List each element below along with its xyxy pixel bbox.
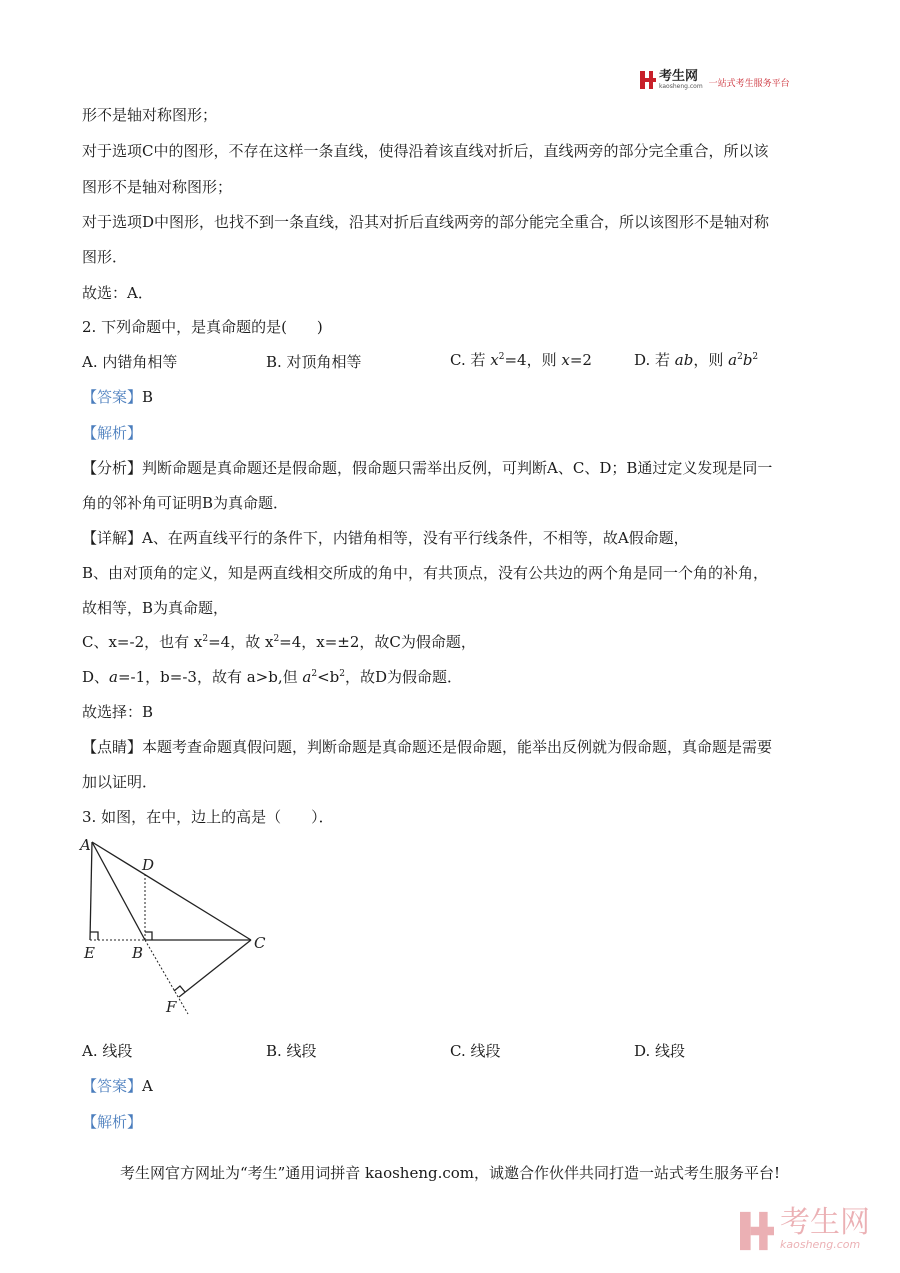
q2-answer: 【答案】B	[82, 388, 154, 406]
brand-name: 考生网	[659, 69, 699, 84]
q2-dianjing: 【点睛】本题考查命题真假问题，判断命题是真命题还是假命题，能举出反例就为假命题，真命题是需要	[82, 738, 773, 756]
text-line: 角的邻补角可证明B为真命题．	[82, 494, 289, 512]
page-footer: 考生网官方网址为“考生”通用词拼音 kaosheng.com，诚邀合作伙伴共同打造一站式考生服务平台!	[119, 1164, 781, 1182]
q3-answer: 【答案】A	[82, 1077, 153, 1095]
header-logo	[640, 70, 790, 90]
q2-choose: 故选择：B	[82, 703, 154, 721]
text-line: B、由对顶角的定义，知是两直线相交所成的角中，有共顶点，没有公共边的两个角是同一个角的补角，	[82, 564, 769, 582]
label-c: C	[254, 934, 266, 952]
label-d: D	[142, 856, 155, 874]
q3-analysis-tag: 【解析】	[82, 1113, 143, 1131]
q2-xiangjie-d: D、a=-1，b=-3，故有 a>b,但 $a^2<b^2$，故D为假命题．	[82, 668, 462, 686]
watermark	[740, 1207, 870, 1251]
brand-slogan: 一站式考生服务平台	[708, 78, 790, 89]
watermark-name: 考生网	[780, 1205, 870, 1240]
q3-option-b: B. 线段	[266, 1042, 317, 1060]
brand-url: kaosheng.com	[659, 83, 703, 90]
label-f: F	[166, 998, 177, 1016]
text-line: 对于选项C中的图形，不存在这样一条直线，使得沿着该直线对折后，直线两旁的部分完全重合，所以该	[82, 142, 769, 160]
text-line: 图形．	[82, 248, 128, 266]
q3-option-c: C. 线段	[450, 1042, 501, 1060]
watermark-logo-icon	[740, 1211, 774, 1251]
q2-xiangjie: 【详解】A、在两直线平行的条件下，内错角相等，没有平行线条件，不相等，故A假命题，	[82, 529, 689, 547]
watermark-url: kaosheng.com	[780, 1238, 861, 1251]
triangle-figure	[78, 834, 278, 1020]
q2-option-d: D. 若 ab，则 $a^2b^2$	[634, 351, 759, 369]
q2-xiangjie-c: C、x=-2，也有 $x^2=4$，故 $x^2=4$，x=±2，故C为假命题，	[82, 633, 476, 651]
label-e: E	[84, 944, 95, 962]
q2-analysis-tag: 【解析】	[82, 424, 143, 442]
label-b: B	[132, 944, 144, 962]
text-line: 故相等，B为真命题，	[82, 599, 229, 617]
kaosheng-logo-icon	[640, 71, 656, 89]
label-a: A	[80, 836, 91, 854]
q2-option-c: C. 若 $x^2=4$，则 x=2	[450, 351, 592, 369]
text-line: 对于选项D中图形，也找不到一条直线，沿其对折后直线两旁的部分能完全重合，所以该图形不是轴对称	[82, 213, 770, 231]
q2-fenxi: 【分析】判断命题是真命题还是假命题，假命题只需举出反例，可判断A、C、D；B通过定义发现是同一	[82, 459, 773, 477]
question-2-stem: 2. 下列命题中，是真命题的是( )	[82, 318, 323, 336]
question-3-stem: 3. 如图，在中，边上的高是（ ）．	[82, 808, 334, 826]
q3-option-d: D. 线段	[634, 1042, 686, 1060]
text-line: 故选：A．	[82, 284, 153, 302]
q2-option-b: B. 对顶角相等	[266, 353, 362, 371]
text-line: 图形不是轴对称图形；	[82, 178, 233, 196]
q2-option-a: A. 内错角相等	[82, 353, 178, 371]
text-line: 加以证明．	[82, 773, 158, 791]
text-line: 形不是轴对称图形；	[82, 106, 218, 124]
q3-option-a: A. 线段	[82, 1042, 133, 1060]
